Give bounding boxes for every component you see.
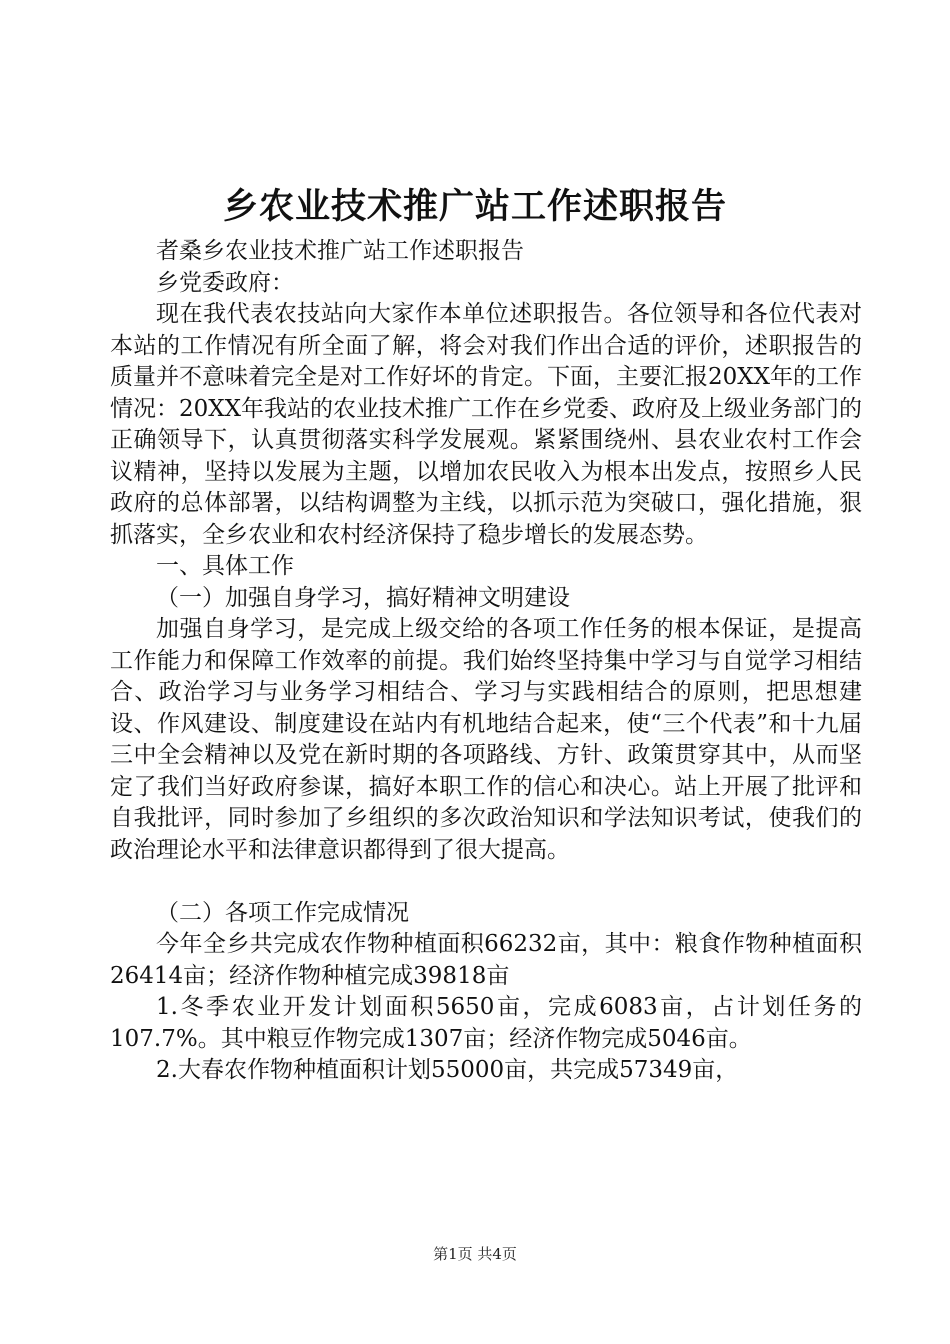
document-body [110,236,862,1087]
subsection-heading: （二）各项工作完成情况 [156,899,409,926]
subsection-heading: （一）加强自身学习，搞好精神文明建设 [156,584,570,611]
list-item: 1.冬季农业开发计划面积5650亩，完成6083亩，占计划任务的107.7%。其中粮豆作物完成1307亩；经济作物完成5046亩。 [110,994,862,1052]
page-number-footer: 第1页 共4页 [433,1245,517,1263]
body-paragraph: 今年全乡共完成农作物种植面积66232亩，其中：粮食作物种植面积26414亩；经济作物种植完成39818亩 [110,931,862,989]
intro-paragraph: 现在我代表农技站向大家作本单位述职报告。各位领导和各位代表对本站的工作情况有所全面了解，将会对我们作出合适的评价，述职报告的质量并不意味着完全是对工作好坏的肯定。下面，主要汇报20XX年的工作情况：20XX年我站的农业技术推广工作在乡党委、政府及上级业务部门的正确领导下，认真贯彻落实科学发展观。紧紧围绕州、县农业农村工作会议精神，坚持以发展为主题，以增加农民收入为根本出发点，按照乡人民政府的总体部署，以结构调整为主线，以抓示范为突破口，强化措施，狠抓落实，全乡农业和农村经济保持了稳步增长的发展态势。 [110,301,863,548]
subtitle-paragraph: 者桑乡农业技术推广站工作述职报告 [156,238,524,264]
body-paragraph: 加强自身学习，是完成上级交给的各项工作任务的根本保证，是提高工作能力和保障工作效率的前提。我们始终坚持集中学习与自觉学习相结合、政治学习与业务学习相结合、学习与实践相结合的原则，把思想建设、作风建设、制度建设在站内有机地结合起来，使“三个代表”和十九届三中全会精神以及党在新时期的各项路线、方针、政策贯穿其中，从而坚定了我们当好政府参谋，搞好本职工作的信心和决心。站上开展了批评和自我批评，同时参加了乡组织的多次政治知识和学法知识考试，使我们的政治理论水平和法律意识都得到了很大提高。 [110,616,862,863]
salutation-paragraph: 乡党委政府： [156,269,294,296]
document-title: 乡农业技术推广站工作述职报告 [222,186,727,227]
list-item: 2.大春农作物种植面积计划55000亩，共完成57349亩， [156,1057,739,1083]
section-heading: 一、具体工作 [156,553,294,579]
